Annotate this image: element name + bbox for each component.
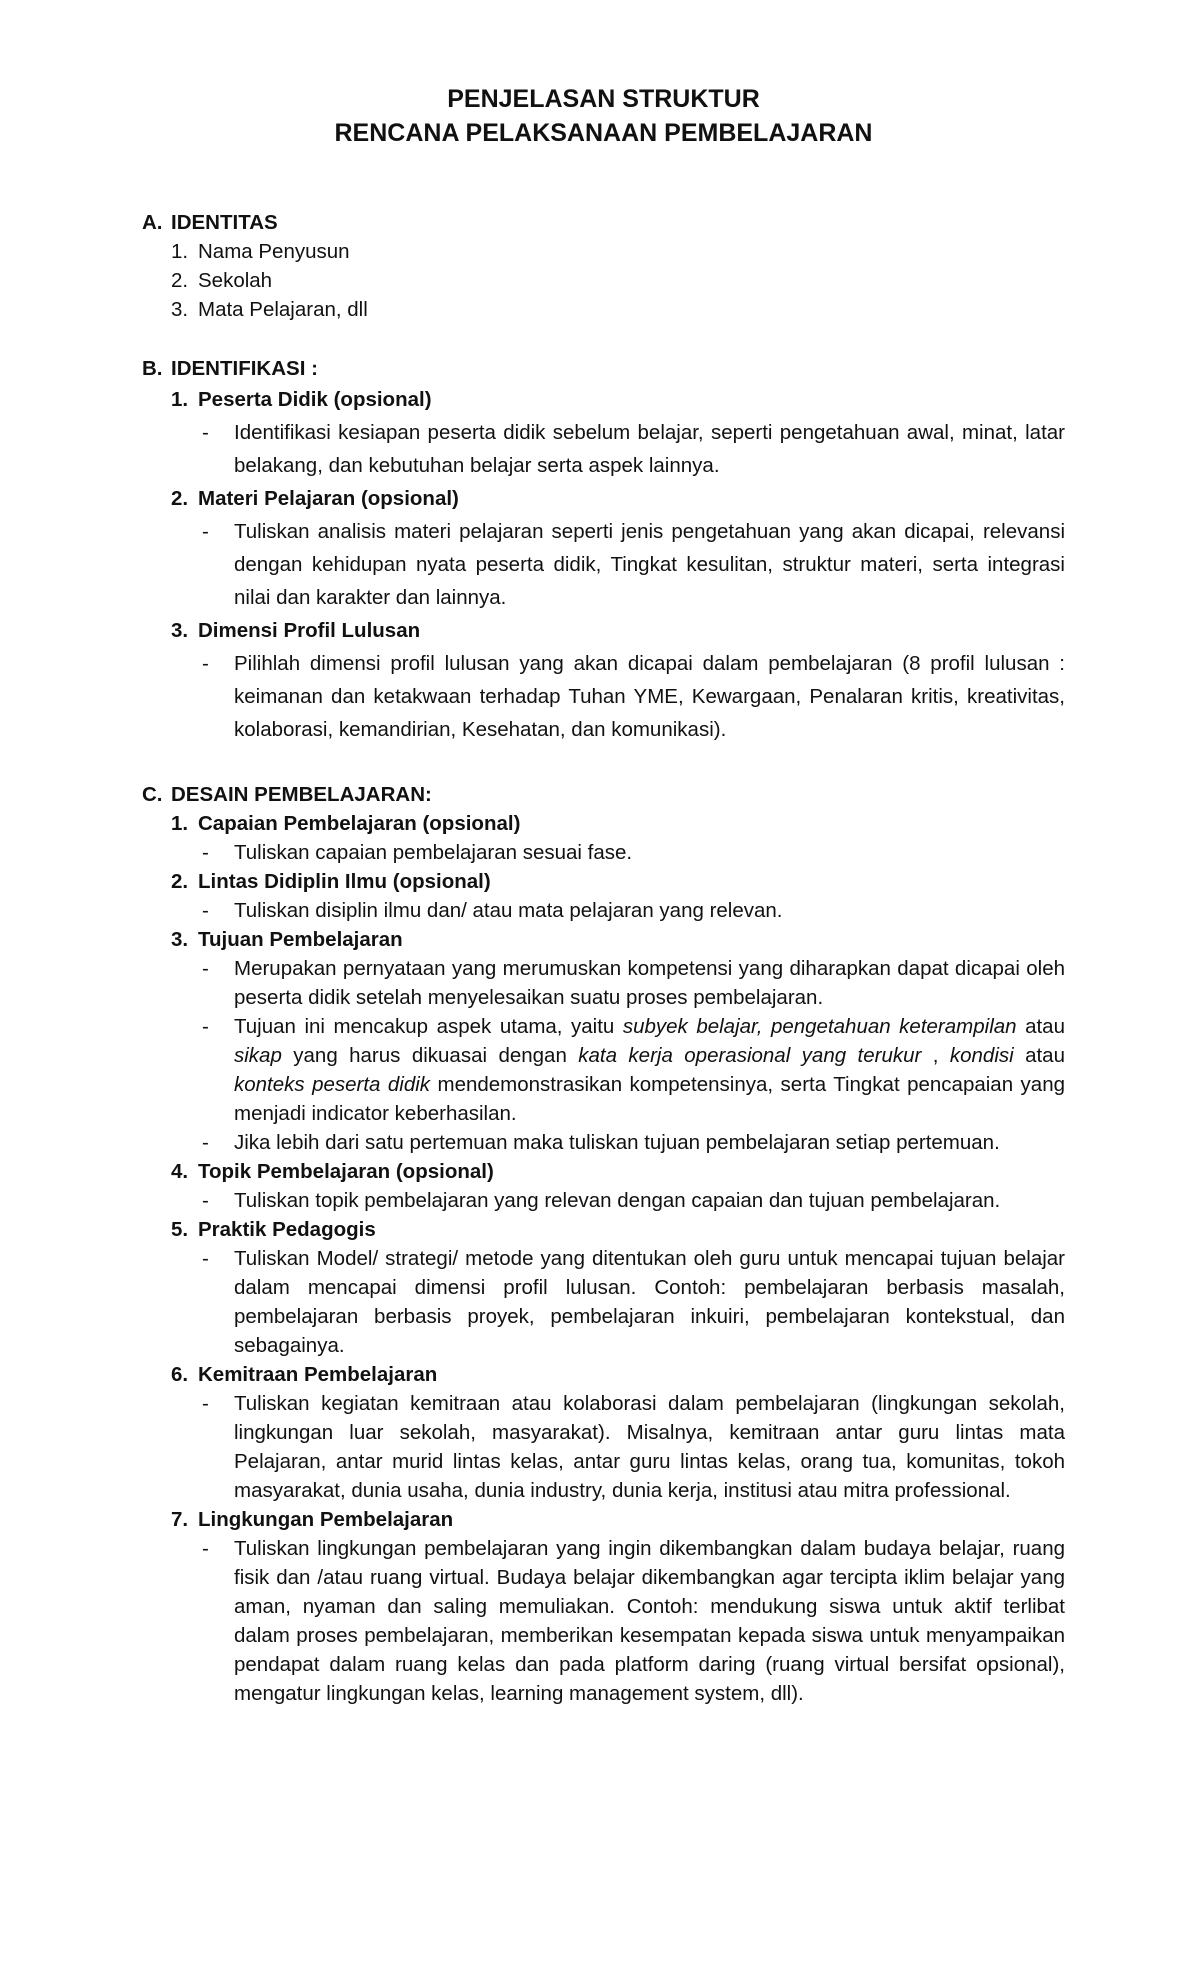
subsection-title <box>171 867 1065 896</box>
item-number: 1. <box>171 240 189 263</box>
list-item <box>142 237 1065 266</box>
subsection <box>142 867 1065 896</box>
subsection-title <box>171 1215 1065 1244</box>
title-line-1: PENJELASAN STRUKTUR <box>447 85 760 113</box>
identifikasi-list <box>142 383 1065 746</box>
subsection-title <box>171 809 1065 838</box>
section-desain-pembelajaran <box>142 780 1065 1708</box>
document-title <box>142 82 1065 150</box>
bullet-item: - Tuliskan kegiatan kemitraan atau kolaborasi dalam pembelajaran (lingkungan sekolah, lingkungan luar sekolah, masyarakat). Misalnya, kemitraan antar guru lintas mata Pelajaran, antar murid lintas kelas, antar guru lintas kelas, orang tua, komunitas, tokoh masyarakat, dunia usaha, dunia industry, dunia kerja, institusi atau mitra professional. <box>142 1389 1065 1505</box>
section-title: IDENTITAS <box>171 211 278 234</box>
section-heading <box>142 354 1065 383</box>
subsection <box>142 482 1065 515</box>
subsection-title <box>171 383 1065 416</box>
item-title: Lingkungan Pembelajaran <box>198 1508 454 1531</box>
italic-text-run: subyek belajar, pengetahuan keterampilan <box>622 1015 1017 1038</box>
italic-text-run: sikap <box>234 1044 282 1067</box>
item-number: 3. <box>171 298 189 321</box>
item-title: Dimensi Profil Lulusan <box>198 619 421 642</box>
subsection-title <box>171 925 1065 954</box>
section-title: DESAIN PEMBELAJARAN: <box>171 783 432 806</box>
desain-list <box>142 809 1065 1708</box>
text-run: atau <box>1013 1044 1065 1067</box>
item-number: 3. <box>171 928 189 951</box>
section-heading <box>142 780 1065 809</box>
subsection <box>142 383 1065 416</box>
item-title: Kemitraan Pembelajaran <box>198 1363 438 1386</box>
item-title: Peserta Didik (opsional) <box>198 388 432 411</box>
text-run: Tujuan ini mencakup aspek utama, yaitu <box>234 1015 623 1038</box>
text-run: , <box>921 1044 950 1067</box>
item-text: Nama Penyusun <box>198 240 350 263</box>
bullet-item: - Tuliskan topik pembelajaran yang relevan dengan capaian dan tujuan pembelajaran. <box>142 1186 1065 1215</box>
item-title: Capaian Pembelajaran (opsional) <box>198 812 521 835</box>
section-heading <box>142 208 1065 237</box>
subsection <box>142 1505 1065 1534</box>
bullet-item: - Tuliskan analisis materi pelajaran seperti jenis pengetahuan yang akan dicapai, relevansi dengan kehidupan nyata peserta didik, Tingkat kesulitan, struktur materi, serta integrasi nilai dan karakter dan lainnya. <box>142 515 1065 614</box>
bullet-item: - Identifikasi kesiapan peserta didik sebelum belajar, seperti pengetahuan awal, minat, latar belakang, dan kebutuhan belajar serta aspek lainnya. <box>142 416 1065 482</box>
item-text: Mata Pelajaran, dll <box>198 298 368 321</box>
item-title: Tujuan Pembelajaran <box>198 928 403 951</box>
item-number: 1. <box>171 812 189 835</box>
text-run: yang harus dikuasai dengan <box>281 1044 579 1067</box>
subsection <box>142 1215 1065 1244</box>
list-item <box>142 266 1065 295</box>
list-item <box>142 295 1065 324</box>
item-text: Sekolah <box>198 269 273 292</box>
subsection-title <box>171 614 1065 647</box>
italic-text-run: kata kerja operasional yang terukur <box>578 1044 922 1067</box>
title-line-2: RENCANA PELAKSANAAN PEMBELAJARAN <box>334 119 873 147</box>
bullet-item: - Tuliskan disiplin ilmu dan/ atau mata pelajaran yang relevan. <box>142 896 1065 925</box>
text-run: mendemonstrasikan kompetensinya, serta Tingkat pencapaian yang menjadi indicator keberhasilan. <box>234 1073 1065 1125</box>
italic-text-run: kondisi <box>949 1044 1014 1067</box>
bullet-item: - Tuliskan lingkungan pembelajaran yang ingin dikembangkan dalam budaya belajar, ruang fisik dan /atau ruang virtual. Budaya belajar dikembangkan agar tercipta iklim belajar yang aman, nyaman dan saling memuliakan. Contoh: mendukung siswa untuk aktif terlibat dalam proses pembelajaran, memberikan kesempatan kepada siswa untuk menyampaikan pendapat dalam ruang kelas dan pada platform daring (ruang virtual bersifat opsional), mengatur lingkungan kelas, learning management system, dll). <box>142 1534 1065 1708</box>
text-run: atau <box>1016 1015 1065 1038</box>
bullet-item: - Merupakan pernyataan yang merumuskan kompetensi yang diharapkan dapat dicapai oleh peserta didik setelah menyelesaikan suatu proses pembelajaran. <box>142 954 1065 1012</box>
subsection-title <box>171 482 1065 515</box>
item-number: 4. <box>171 1160 189 1183</box>
section-identifikasi <box>142 354 1065 746</box>
item-title: Lintas Didiplin Ilmu (opsional) <box>198 870 491 893</box>
section-letter: C. <box>142 783 163 806</box>
bullet-item: - Tuliskan Model/ strategi/ metode yang ditentukan oleh guru untuk mencapai tujuan belajar dalam mencapai dimensi profil lulusan. Contoh: pembelajaran berbasis masalah, pembelajaran berbasis proyek, pembelajaran inkuiri, pembelajaran kontekstual, dan sebagainya. <box>142 1244 1065 1360</box>
bullet-item: - Pilihlah dimensi profil lulusan yang akan dicapai dalam pembelajaran (8 profil lulusan : keimanan dan ketakwaan terhadap Tuhan YME, Kewargaan, Penalaran kritis, kreativitas, kolaborasi, kemandirian, Kesehatan, dan komunikasi). <box>142 647 1065 746</box>
subsection-title <box>171 1157 1065 1186</box>
identitas-list <box>142 237 1065 324</box>
item-number: 2. <box>171 269 189 292</box>
bullet-item: - Tuliskan capaian pembelajaran sesuai fase. <box>142 838 1065 867</box>
item-number: 7. <box>171 1508 189 1531</box>
section-letter: B. <box>142 357 163 380</box>
item-title: Materi Pelajaran (opsional) <box>198 487 459 510</box>
item-number: 1. <box>171 388 189 411</box>
subsection-title <box>171 1505 1065 1534</box>
section-letter: A. <box>142 211 163 234</box>
italic-text-run: konteks peserta didik <box>234 1073 431 1096</box>
subsection <box>142 809 1065 838</box>
bullet-item <box>142 1012 1065 1128</box>
item-number: 3. <box>171 619 189 642</box>
item-number: 6. <box>171 1363 189 1386</box>
item-title: Praktik Pedagogis <box>198 1218 376 1241</box>
subsection-title <box>171 1360 1065 1389</box>
subsection <box>142 614 1065 647</box>
bullet-item: - Jika lebih dari satu pertemuan maka tuliskan tujuan pembelajaran setiap pertemuan. <box>142 1128 1065 1157</box>
subsection <box>142 1157 1065 1186</box>
section-title: IDENTIFIKASI : <box>171 357 318 380</box>
item-number: 2. <box>171 870 189 893</box>
subsection <box>142 1360 1065 1389</box>
section-identitas <box>142 208 1065 324</box>
subsection <box>142 925 1065 954</box>
item-title: Topik Pembelajaran (opsional) <box>198 1160 494 1183</box>
item-number: 5. <box>171 1218 189 1241</box>
item-number: 2. <box>171 487 189 510</box>
